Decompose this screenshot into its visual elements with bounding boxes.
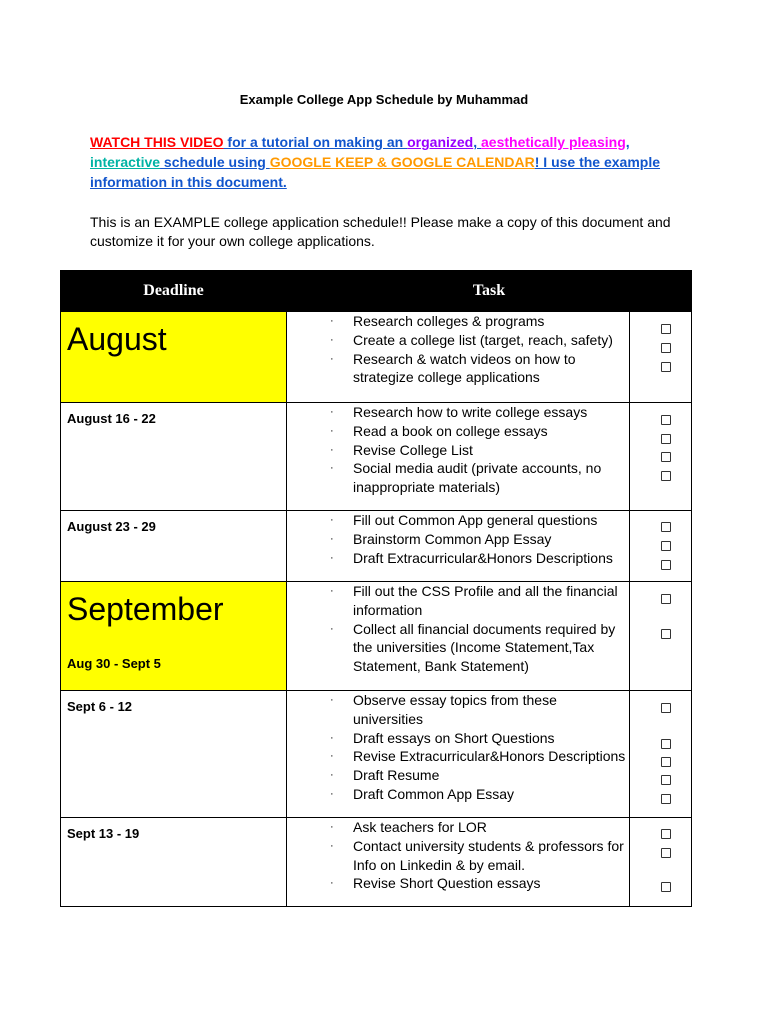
checkbox-cell [630,312,692,403]
month-label: September [67,591,224,627]
note-segment[interactable]: aesthetically pleasing [481,134,626,150]
list-item [287,441,629,460]
video-tutorial-note[interactable] [90,132,690,192]
bullet-icon: · [330,769,334,782]
task-checkbox[interactable] [661,452,671,462]
note-segment[interactable]: ! I use the example information in this document. [90,154,661,190]
list-item [287,422,629,441]
list-item [287,350,629,388]
list-item [287,747,629,766]
task-checkbox[interactable] [661,848,671,858]
checkbox-cell [630,403,692,511]
list-item [287,874,629,893]
task-cell [287,511,630,582]
bullet-icon: · [330,787,334,800]
list-item [287,818,629,837]
task-checkbox[interactable] [661,541,671,551]
list-item [287,582,629,620]
table-row [61,403,692,511]
task-checkbox[interactable] [661,757,671,767]
task-checkbox[interactable] [661,629,671,639]
bullet-icon: · [330,750,334,763]
deadline-cell [61,511,287,582]
list-item [287,511,629,530]
task-checkbox[interactable] [661,739,671,749]
period-label: August 16 - 22 [67,411,156,426]
checkbox-cell [630,818,692,907]
bullet-icon: · [330,694,334,706]
bullet-icon: · [330,622,334,635]
bullet-icon: · [330,514,334,526]
task-text: Draft Extracurricular&Honors Descriptions [353,549,613,566]
bullet-icon: · [330,532,334,545]
bullet-icon: · [330,443,334,456]
list-item [287,620,629,676]
task-text: Read a book on college essays [353,422,548,439]
task-checkbox[interactable] [661,775,671,785]
table-row [61,511,692,582]
task-text: Social media audit (private accounts, no inappropriate materials) [353,460,602,496]
task-checkbox[interactable] [661,362,671,372]
task-text: Draft Resume [353,767,440,784]
task-text: Research colleges & programs [353,313,545,329]
bullet-icon: · [330,352,334,365]
period-label: Sept 6 - 12 [67,699,133,714]
task-text: Fill out Common App general questions [353,512,598,528]
bullet-icon: · [330,424,334,437]
table-header-row [61,271,692,312]
task-cell [287,818,630,907]
task-text: Create a college list (target, reach, safety) [353,331,613,348]
list-item [287,459,629,497]
task-text: Research how to write college essays [353,404,588,420]
list-item [287,403,629,422]
bullet-icon: · [330,333,334,346]
deadline-cell [61,312,287,403]
task-text: Draft Common App Essay [353,785,515,802]
schedule-table [60,270,692,907]
note-segment[interactable]: interactive [90,154,161,170]
task-cell [287,312,630,403]
period-label: August 23 - 29 [67,519,156,534]
note-segment[interactable]: , [625,134,630,150]
task-text: Contact university students & professors for Info on Linkedin & by email. [353,837,624,873]
note-segment[interactable]: GOOGLE KEEP & GOOGLE CALENDAR [269,154,535,170]
period-label: Aug 30 - Sept 5 [67,656,161,671]
task-text: Revise College List [353,441,473,458]
checkbox-cell [630,691,692,818]
list-item [287,549,629,568]
task-cell [287,403,630,511]
table-row [61,691,692,818]
task-list [287,818,629,893]
checkbox-cell [630,582,692,691]
bullet-icon: · [330,462,334,475]
bullet-icon: · [330,406,334,418]
bullet-icon: · [330,877,334,890]
task-text: Ask teachers for LOR [353,819,487,835]
task-checkbox[interactable] [661,882,671,892]
list-item [287,785,629,804]
note-segment[interactable]: schedule using [160,154,270,170]
table-row [61,818,692,907]
task-checkbox[interactable] [661,560,671,570]
list-item [287,312,629,331]
task-text: Revise Short Question essays [353,875,541,892]
note-segment[interactable]: , [473,134,482,150]
task-list [287,312,629,387]
list-item [287,837,629,875]
table-row [61,582,692,691]
bullet-icon: · [330,585,334,597]
list-item [287,691,629,729]
task-text: Revise Extracurricular&Honors Descriptions [353,748,626,765]
task-list [287,691,629,804]
list-item [287,530,629,549]
table-row [61,312,692,403]
month-label: August [67,321,167,357]
note-segment[interactable]: for a tutorial on making an [223,134,408,150]
task-checkbox[interactable] [661,434,671,444]
deadline-cell [61,582,287,691]
intro-paragraph: This is an EXAMPLE college application schedule!! Please make a copy of this document and customize it for your own college applications. [90,214,671,249]
checkbox-cell [630,511,692,582]
task-checkbox[interactable] [661,522,671,532]
task-cell [287,582,630,691]
task-checkbox[interactable] [661,471,671,481]
task-checkbox[interactable] [661,829,671,839]
note-segment[interactable]: WATCH THIS VIDEO [90,134,224,150]
deadline-cell [61,403,287,511]
task-text: Collect all financial documents required by the universities (Income Statement,Tax Statement, Bank Statement) [353,620,616,675]
task-list [287,511,629,567]
task-text: Draft essays on Short Questions [353,729,555,746]
task-list [287,582,629,676]
list-item [287,729,629,748]
bullet-icon: · [330,551,334,564]
task-checkbox[interactable] [661,324,671,334]
task-text: Research & watch videos on how to strategize college applications [353,350,576,386]
task-checkbox[interactable] [661,343,671,353]
header-deadline: Deadline [61,271,287,312]
task-cell [287,691,630,818]
deadline-cell [61,818,287,907]
task-checkbox[interactable] [661,415,671,425]
task-checkbox[interactable] [661,703,671,713]
task-text: Observe essay topics from these universities [353,692,557,727]
list-item [287,331,629,350]
task-checkbox[interactable] [661,594,671,604]
list-item [287,766,629,785]
period-label: Sept 13 - 19 [67,826,140,841]
task-checkbox[interactable] [661,794,671,804]
bullet-icon: · [330,821,334,833]
note-segment[interactable]: organized [407,134,474,150]
page-title: Example College App Schedule by Muhammad [239,92,529,107]
deadline-cell [61,691,287,818]
task-text: Fill out the CSS Profile and all the financial information [353,583,618,618]
bullet-icon: · [330,315,334,327]
task-list [287,403,629,497]
header-task: Task [287,271,692,312]
task-text: Brainstorm Common App Essay [353,530,552,547]
bullet-icon: · [330,839,334,852]
bullet-icon: · [330,731,334,744]
